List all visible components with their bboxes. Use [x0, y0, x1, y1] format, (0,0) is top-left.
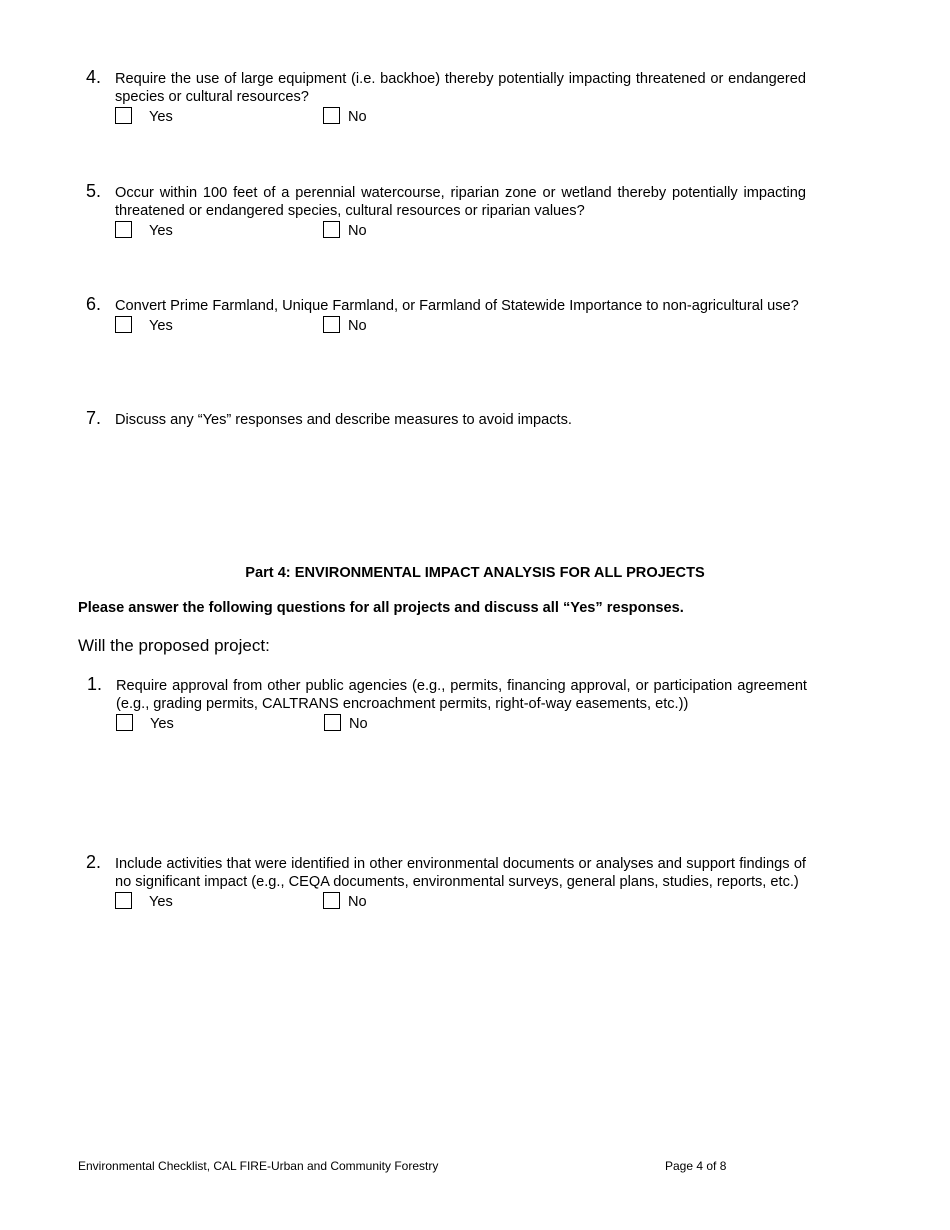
section-heading: Part 4: ENVIRONMENTAL IMPACT ANALYSIS FOR ALL PROJECTS — [245, 565, 705, 581]
part4-question-1 — [87, 674, 807, 735]
answer-options — [115, 220, 806, 242]
question-text: Convert Prime Farmland, Unique Farmland, or Farmland of Statewide Importance to non-agricultural use? — [115, 298, 799, 314]
footer-page-number: Page 4 of 8 — [665, 1159, 727, 1173]
no-checkbox[interactable] — [323, 316, 340, 333]
question-text: Require the use of large equipment (i.e. backhoe) thereby potentially impacting threatened or endangered species or cultural resources? — [115, 71, 806, 105]
question-5 — [86, 181, 806, 242]
answer-options — [115, 106, 806, 128]
yes-label: Yes — [149, 894, 173, 910]
question-number: 5. — [86, 181, 102, 201]
yes-checkbox[interactable] — [115, 107, 132, 124]
no-label: No — [348, 109, 367, 125]
question-text: Include activities that were identified in other environmental documents or analyses and support findings of no significant impact (e.g., CEQA documents, environmental surveys, general plans, studies, reports, etc.) — [115, 856, 806, 890]
yes-checkbox[interactable] — [115, 316, 132, 333]
no-label: No — [348, 223, 367, 239]
question-number: 2. — [86, 852, 102, 872]
question-number: 1. — [87, 674, 103, 694]
yes-label: Yes — [149, 109, 173, 125]
part4-question-2 — [86, 852, 806, 913]
question-text: Require approval from other public agencies (e.g., permits, financing approval, or participation agreement (e.g., grading permits, CALTRANS encroachment permits, right-of-way easements, etc.)) — [116, 678, 807, 712]
no-checkbox[interactable] — [323, 892, 340, 909]
question-7 — [86, 408, 806, 429]
no-checkbox[interactable] — [323, 107, 340, 124]
no-label: No — [348, 894, 367, 910]
yes-checkbox[interactable] — [115, 892, 132, 909]
yes-label: Yes — [149, 223, 173, 239]
answer-options — [115, 891, 806, 913]
footer-document-title: Environmental Checklist, CAL FIRE-Urban and Community Forestry — [78, 1159, 439, 1173]
instructions: Please answer the following questions for all projects and discuss all “Yes” responses. — [78, 600, 684, 616]
no-checkbox[interactable] — [324, 714, 341, 731]
answer-options — [116, 713, 807, 735]
yes-checkbox[interactable] — [115, 221, 132, 238]
question-number: 6. — [86, 294, 102, 314]
question-6 — [86, 294, 806, 337]
no-label: No — [348, 318, 367, 334]
question-text: Occur within 100 feet of a perennial watercourse, riparian zone or wetland thereby potentially impacting threatened or endangered species, cultural resources or riparian values? — [115, 185, 806, 219]
lead-in-text: Will the proposed project: — [78, 636, 270, 655]
answer-options — [115, 315, 806, 337]
question-4 — [86, 67, 806, 128]
yes-label: Yes — [150, 716, 174, 732]
question-number: 4. — [86, 67, 102, 87]
no-checkbox[interactable] — [323, 221, 340, 238]
question-text: Discuss any “Yes” responses and describe measures to avoid impacts. — [115, 412, 572, 428]
no-label: No — [349, 716, 368, 732]
yes-label: Yes — [149, 318, 173, 334]
question-number: 7. — [86, 408, 102, 428]
yes-checkbox[interactable] — [116, 714, 133, 731]
